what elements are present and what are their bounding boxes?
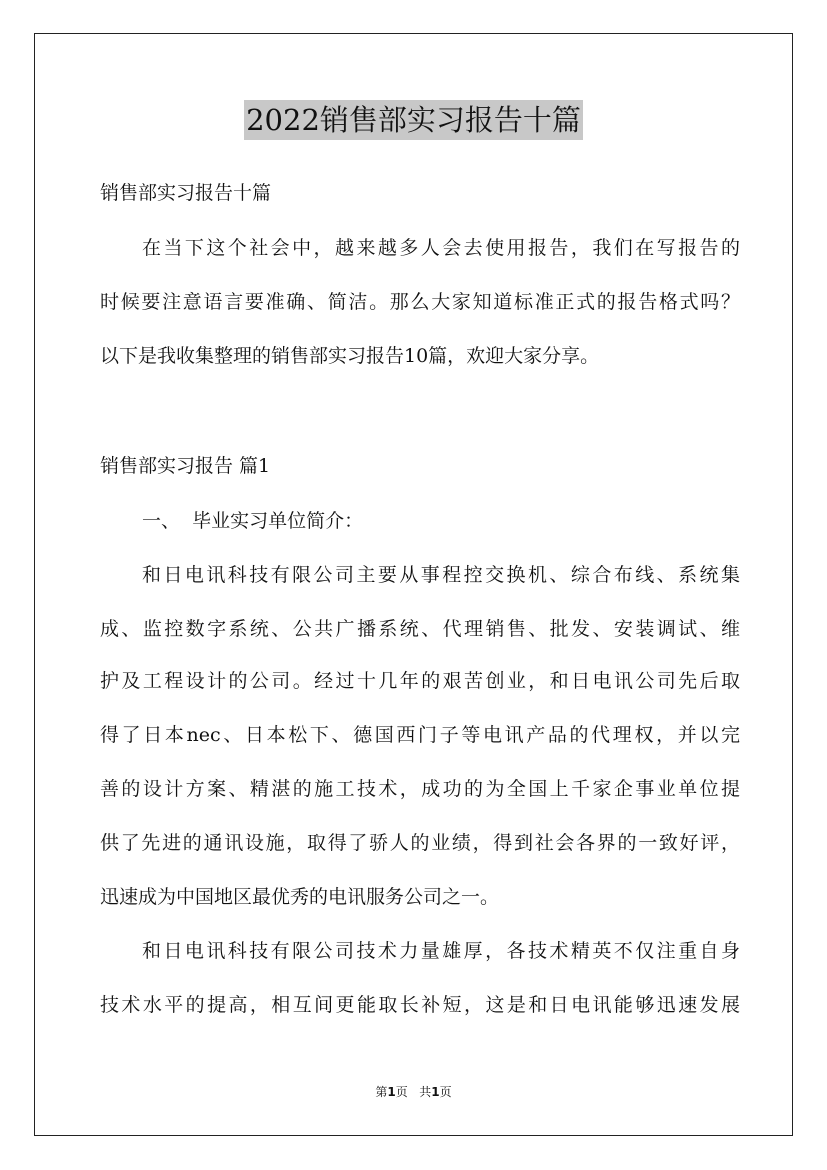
section-heading: 销售部实习报告 篇1 [100, 455, 271, 477]
paragraph-line: 成、监控数字系统、公共广播系统、代理销售、批发、安装调试、维 [100, 618, 740, 640]
total-pages: 1 [431, 1085, 440, 1099]
paragraph-line: 技术水平的提高，相互间更能取长补短，这是和日电讯能够迅速发展 [100, 994, 740, 1016]
paragraph-line: 迅速成为中国地区最优秀的电讯服务公司之一。 [100, 886, 500, 908]
item-heading: 一、 毕业实习单位简介： [142, 510, 364, 532]
page-suffix: 页 [395, 1085, 408, 1099]
page-number: 1 [387, 1085, 396, 1099]
document-subtitle: 销售部实习报告十篇 [100, 182, 272, 204]
paragraph-line: 得了日本nec、日本松下、德国西门子等电讯产品的代理权，并以完 [100, 724, 740, 746]
intro-line: 在当下这个社会中，越来越多人会去使用报告，我们在写报告的 [142, 237, 740, 259]
page-prefix: 第 [375, 1085, 388, 1099]
paragraph-line: 和日电讯科技有限公司主要从事程控交换机、综合布线、系统集 [142, 564, 740, 586]
intro-line: 以下是我收集整理的销售部实习报告10篇，欢迎大家分享。 [100, 345, 600, 367]
paragraph-line: 护及工程设计的公司。经过十几年的艰苦创业，和日电讯公司先后取 [100, 670, 740, 692]
paragraph-line: 和日电讯科技有限公司技术力量雄厚，各技术精英不仅注重自身 [142, 940, 740, 962]
document-title-text: 2022销售部实习报告十篇 [244, 100, 583, 140]
paragraph-line: 供了先进的通讯设施，取得了骄人的业绩，得到社会各界的一致好评， [100, 832, 740, 854]
document-title [0, 100, 827, 140]
total-suffix: 页 [439, 1085, 452, 1099]
page-footer [0, 1084, 827, 1100]
paragraph-line: 善的设计方案、精湛的施工技术，成功的为全国上千家企事业单位提 [100, 778, 740, 800]
intro-line: 时候要注意语言要准确、简洁。那么大家知道标准正式的报告格式吗？ [100, 291, 740, 313]
total-prefix: 共 [419, 1085, 432, 1099]
